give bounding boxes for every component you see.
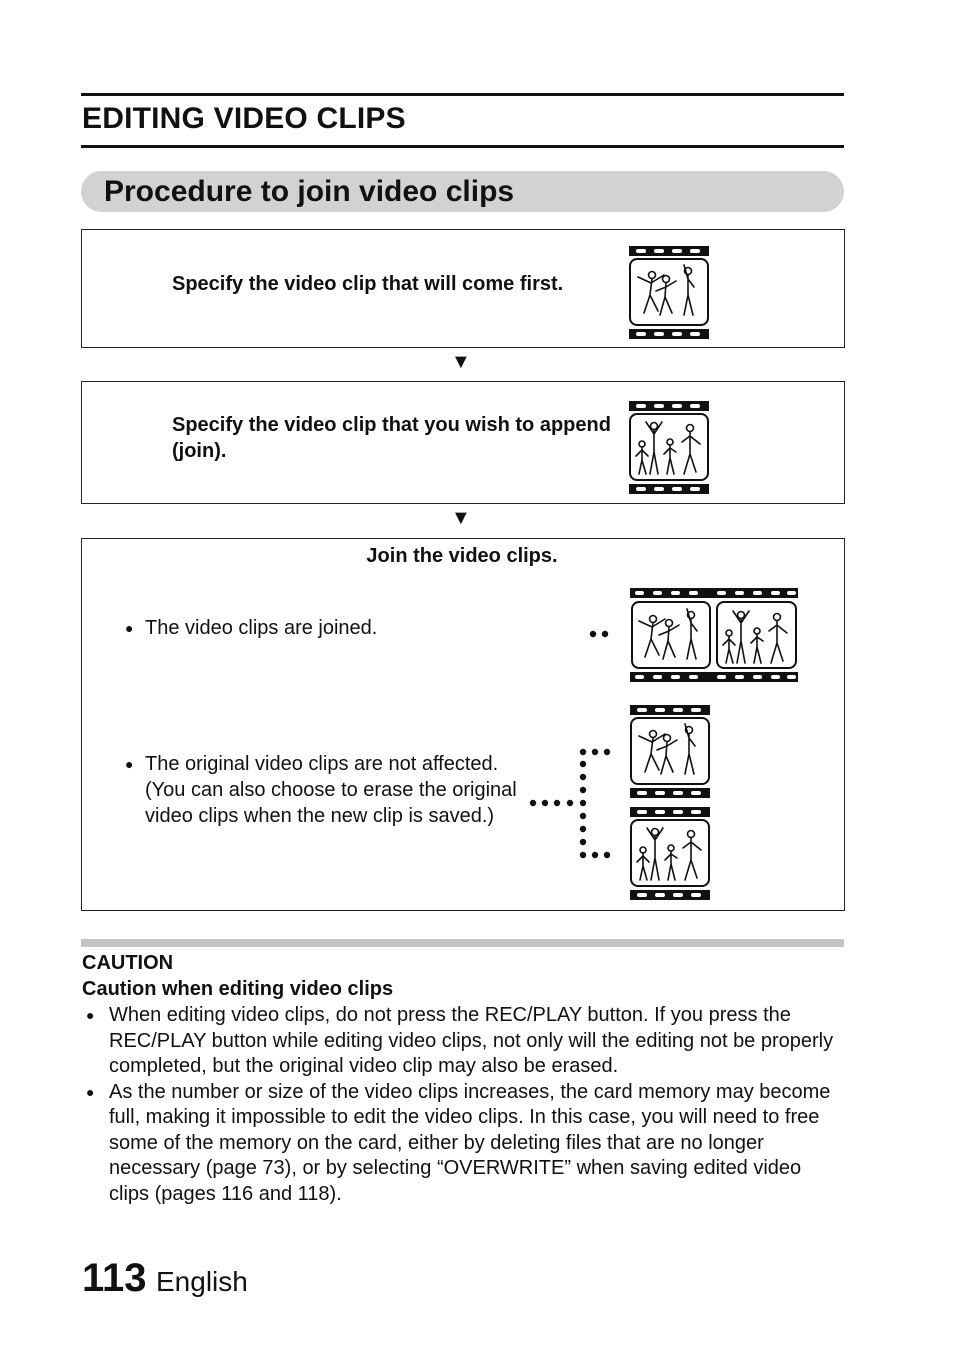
caution-subheading: Caution when editing video clips bbox=[82, 978, 394, 1000]
header-bottom-rule bbox=[81, 145, 844, 148]
film-clip-2-icon bbox=[628, 400, 710, 495]
result-original-text: The original video clips are not affected. (You can also choose to erase the original video clips when the new clip is saved.) bbox=[145, 753, 517, 827]
page-language: English bbox=[156, 1266, 248, 1297]
film-clip-1-icon bbox=[628, 245, 710, 340]
bullet-dot: ● bbox=[125, 756, 134, 772]
caution-heading: CAUTION bbox=[82, 952, 174, 974]
caution-list bbox=[86, 1003, 846, 1207]
original-connector-dots bbox=[526, 744, 616, 864]
result-joined-item bbox=[125, 615, 377, 641]
result-original-item bbox=[125, 751, 525, 829]
result-joined-text: The video clips are joined. bbox=[145, 617, 378, 639]
bullet-dot: ● bbox=[86, 1007, 95, 1023]
caution-item-text: When editing video clips, do not press the REC/PLAY button. If you press the REC/PLAY button while editing video clips, not only will the editing not be properly completed, but the original video clip may also be erased. bbox=[109, 1004, 834, 1077]
flow-arrow-1: ▼ bbox=[451, 351, 471, 373]
procedure-subtitle: Procedure to join video clips bbox=[104, 175, 515, 208]
original-clip-1-icon bbox=[629, 704, 711, 799]
header-top-rule bbox=[81, 93, 844, 96]
step-2-text: Specify the video clip that you wish to append (join). bbox=[172, 414, 611, 462]
caution-item bbox=[86, 1003, 846, 1080]
caution-item bbox=[86, 1080, 846, 1208]
step-3-text: Join the video clips. bbox=[366, 545, 558, 567]
joined-connector-dots bbox=[586, 626, 616, 642]
caution-divider bbox=[81, 939, 844, 947]
bullet-dot: ● bbox=[125, 620, 134, 636]
page-number: 113 bbox=[82, 1256, 147, 1300]
caution-item-text: As the number or size of the video clips increases, the card memory may become full, making it impossible to edit the video clips. In this case, you will need to free some of the memory on the card, either by deleting files that are no longer necessary (page 73), or by selecting “OVERWRITE” when saving edited video clips (pages 116 and 118). bbox=[109, 1080, 831, 1205]
joined-film-strip-icon bbox=[629, 587, 799, 683]
flow-arrow-2: ▼ bbox=[451, 507, 471, 529]
section-title: EDITING VIDEO CLIPS bbox=[82, 102, 406, 135]
bullet-dot: ● bbox=[86, 1083, 95, 1100]
step-1-text: Specify the video clip that will come first. bbox=[172, 273, 564, 295]
original-clip-2-icon bbox=[629, 806, 711, 901]
